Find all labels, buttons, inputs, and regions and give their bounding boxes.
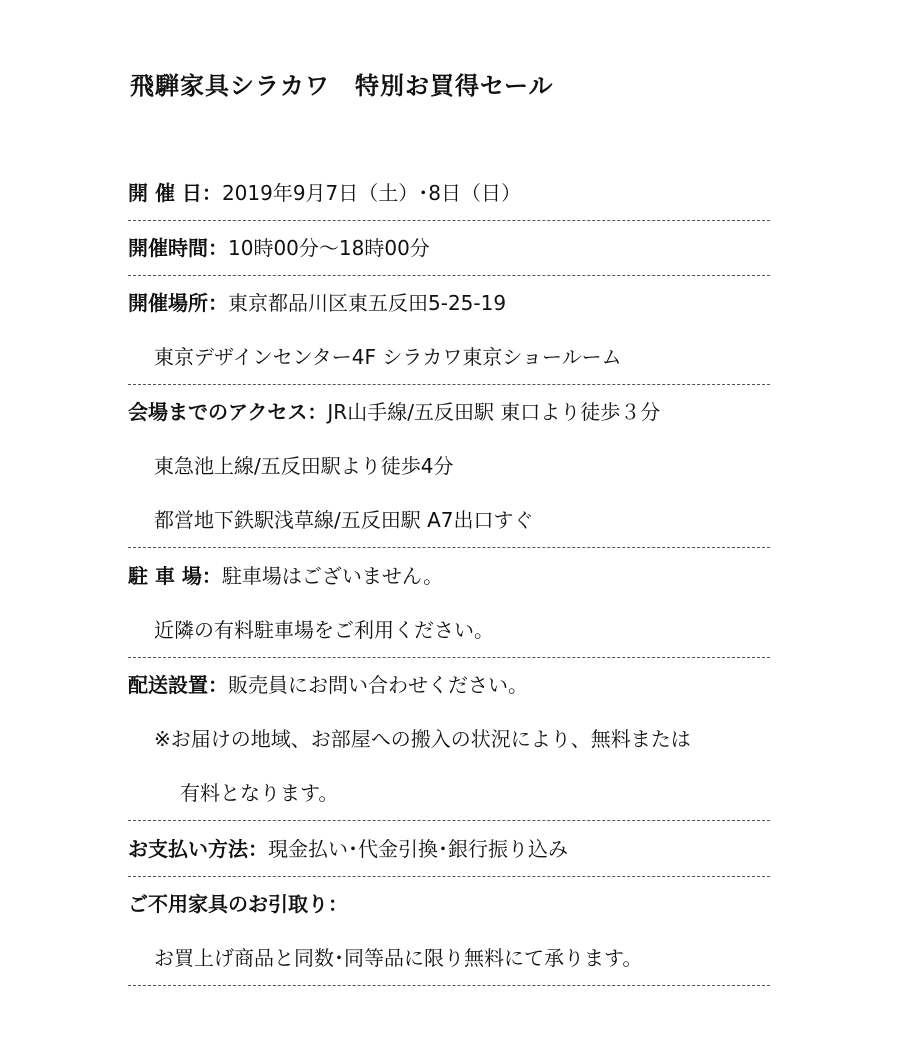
venue-value: 東京都品川区東五反田5-25-19 [228, 291, 507, 315]
access-line-2: 東急池上線/五反田駅より徒歩4分 [154, 454, 454, 478]
payment-label: お支払い方法： [128, 837, 268, 861]
delivery-line-3: 有料となります。 [180, 781, 339, 805]
delivery-label: 配送設置： [128, 673, 228, 697]
venue-line [128, 276, 770, 330]
section-date [128, 166, 770, 221]
access-line-3: 都営地下鉄駅浅草線/五反田駅 A7出口すぐ [154, 508, 534, 532]
page-title: 飛騨家具シラカワ 特別お買得セール [130, 72, 554, 100]
venue-line-2: 東京デザインセンター4F シラカワ東京ショールーム [154, 345, 622, 369]
parking-label: 駐 車 場： [128, 564, 222, 588]
section-access [128, 385, 770, 548]
date-line [128, 166, 770, 220]
section-payment [128, 822, 770, 877]
parking-value: 駐車場はございません。 [221, 564, 444, 588]
access-label: 会場までのアクセス： [128, 400, 328, 424]
parking-line-2: 近隣の有料駐車場をご利用ください。 [154, 618, 494, 642]
section-parking [128, 549, 770, 658]
date-label: 開 催 日： [128, 181, 222, 205]
parking-line [128, 549, 770, 603]
section-time [128, 221, 770, 276]
pickup-line [128, 877, 770, 931]
time-label: 開催時間： [128, 236, 228, 260]
section-venue [128, 276, 770, 385]
pickup-label: ご不用家具のお引取り： [128, 892, 348, 916]
payment-line [128, 822, 770, 876]
section-delivery [128, 658, 770, 821]
pickup-line-2: お買上げ商品と同数･同等品に限り無料にて承ります。 [154, 946, 643, 970]
date-value: 2019年9月7日（土）･8日（日） [221, 181, 522, 205]
time-value: 10時00分～18時00分 [228, 236, 430, 260]
delivery-line [128, 658, 770, 712]
delivery-value: 販売員にお問い合わせください。 [228, 673, 528, 697]
payment-value: 現金払い･代金引換･銀行振り込み [268, 837, 568, 861]
time-line [128, 221, 770, 275]
delivery-line-2: ※お届けの地域、お部屋への搬入の状況により、無料または [154, 727, 691, 751]
section-pickup [128, 877, 770, 986]
access-value: JR山手線/五反田駅 東口より徒歩３分 [327, 400, 661, 424]
access-line [128, 385, 770, 439]
venue-label: 開催場所： [128, 291, 228, 315]
